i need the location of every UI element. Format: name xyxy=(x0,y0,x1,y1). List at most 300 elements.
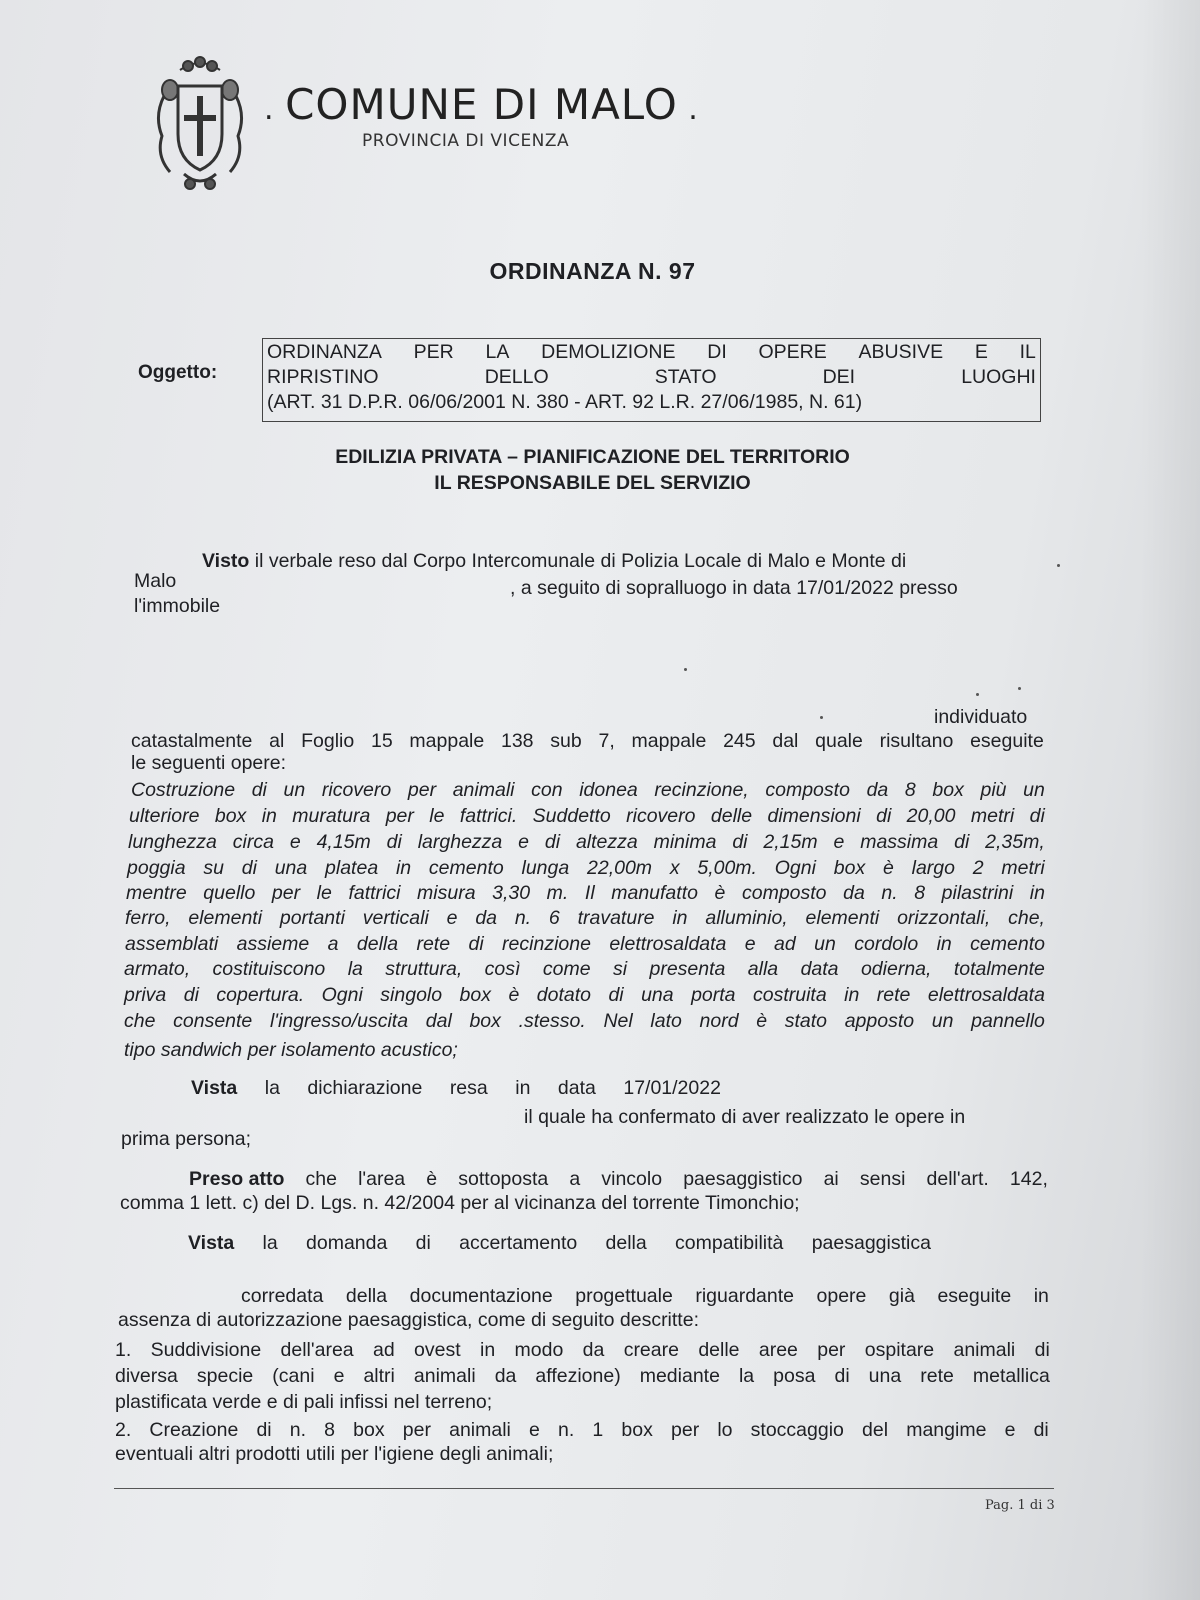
word: così xyxy=(484,958,521,980)
word: è xyxy=(426,1168,438,1190)
word: quello xyxy=(203,882,256,904)
word: è xyxy=(714,882,726,904)
word: e xyxy=(833,831,845,853)
page-shadow xyxy=(1140,0,1200,1600)
word: PER xyxy=(413,341,454,363)
word: la xyxy=(738,1365,755,1387)
word: platea xyxy=(325,857,379,879)
word: altri xyxy=(363,1365,395,1387)
word: OPERE xyxy=(758,341,827,363)
word: 6 xyxy=(548,907,560,929)
word: struttura, xyxy=(385,958,463,980)
word: ORDINANZA xyxy=(267,341,382,363)
word: elettrosaldata xyxy=(927,984,1045,1006)
word: 8 xyxy=(914,882,926,904)
word: in xyxy=(261,805,277,827)
word: ferro, xyxy=(125,907,171,929)
word: quale xyxy=(815,730,863,752)
word: 2,15m xyxy=(763,831,818,853)
word: in xyxy=(515,1077,531,1099)
word: l'area xyxy=(358,1168,406,1190)
word: totalmente xyxy=(953,958,1045,980)
word: lato xyxy=(650,1010,682,1032)
word: in xyxy=(936,933,952,955)
word: in xyxy=(1033,1285,1049,1307)
word: 138 xyxy=(500,730,534,752)
word: di xyxy=(241,857,257,879)
description-line xyxy=(131,779,1045,802)
word: box xyxy=(459,984,491,1006)
word: per xyxy=(385,805,414,827)
word: è xyxy=(508,984,520,1006)
province-name: PROVINCIA DI VICENZA xyxy=(362,131,570,151)
description-line xyxy=(127,857,1045,880)
word: fattrici xyxy=(348,882,401,904)
word: metri xyxy=(1001,857,1045,879)
word: rete xyxy=(920,1365,954,1387)
word: modo xyxy=(514,1339,564,1361)
word: di xyxy=(954,831,970,853)
word: eseguite xyxy=(937,1285,1012,1307)
responsible-heading: IL RESPONSABILE DEL SERVIZIO xyxy=(434,472,751,494)
word: 17/01/2022 xyxy=(623,1077,721,1099)
word: con xyxy=(531,779,563,801)
word: ad xyxy=(774,933,796,955)
dot-left: . xyxy=(264,92,286,127)
word: in xyxy=(1029,882,1045,904)
word: da xyxy=(582,1339,605,1361)
description-line xyxy=(126,882,1045,905)
word: consente xyxy=(173,1010,253,1032)
section-heading: EDILIZIA PRIVATA – PIANIFICAZIONE DEL TERRITORIO xyxy=(335,446,850,468)
malo-text: Malo xyxy=(134,570,177,592)
word: costruita xyxy=(752,984,827,1006)
word: Costruzione xyxy=(131,779,236,801)
word: della xyxy=(345,1285,388,1307)
word: al xyxy=(269,730,285,752)
word: massima xyxy=(860,831,939,853)
word: n. xyxy=(514,907,532,929)
assenza-text: assenza di autorizzazione paesaggistica, come di seguito descritte: xyxy=(118,1309,699,1331)
word: in xyxy=(395,857,412,879)
word: e xyxy=(446,907,458,929)
word: idonea xyxy=(579,779,638,801)
word: 1. xyxy=(115,1339,132,1361)
description-line xyxy=(124,1010,1045,1033)
word: (cani xyxy=(272,1365,315,1387)
word: travature xyxy=(577,907,655,929)
word: posa xyxy=(773,1365,816,1387)
word: DEMOLIZIONE xyxy=(541,341,676,363)
word: mappale xyxy=(409,730,485,752)
word: metri xyxy=(970,805,1015,827)
word: animali xyxy=(413,1365,476,1387)
word: paesaggistica xyxy=(811,1232,931,1254)
word: cordolo xyxy=(854,933,919,955)
word: .stesso. xyxy=(518,1010,586,1032)
word: ABUSIVE xyxy=(858,341,944,363)
word: e xyxy=(518,831,529,853)
seguenti-text: le seguenti opere: xyxy=(131,752,287,774)
word: E xyxy=(974,341,988,363)
word: 20,00 xyxy=(906,805,956,827)
word: si xyxy=(612,958,628,980)
word: ovest xyxy=(414,1339,461,1361)
word: armato, xyxy=(124,958,191,980)
word: da xyxy=(494,1365,517,1387)
word: della xyxy=(605,1232,647,1254)
speck xyxy=(684,668,687,671)
word: 22,00m xyxy=(587,857,653,879)
word: le xyxy=(429,805,445,827)
word: altezza xyxy=(575,831,638,853)
word: già xyxy=(888,1285,915,1307)
word: corredata xyxy=(241,1285,324,1307)
word: recinzione xyxy=(502,933,591,955)
municipal-crest-icon xyxy=(150,56,250,196)
footer-rule xyxy=(114,1488,1054,1489)
word: aree xyxy=(758,1339,798,1361)
vista-dichiarazione xyxy=(191,1077,721,1100)
word: rete xyxy=(876,984,911,1006)
word: 1 xyxy=(592,1419,604,1441)
word: pilastrini xyxy=(941,882,1014,904)
word: pannello xyxy=(971,1010,1045,1032)
page-number: Pag. 1 di 3 xyxy=(985,1498,1055,1513)
description-line xyxy=(129,805,1045,828)
word: box xyxy=(469,1010,501,1032)
word: mediante xyxy=(639,1365,720,1387)
word: composto xyxy=(741,882,827,904)
word: largo xyxy=(911,857,955,879)
word: manufatto xyxy=(611,882,698,904)
word: nord xyxy=(699,1010,739,1032)
word: circa xyxy=(232,831,274,853)
word: dal xyxy=(425,1010,452,1032)
word: delle xyxy=(710,805,753,827)
word: catastalmente xyxy=(131,730,253,752)
word: di xyxy=(1034,1339,1050,1361)
word: come xyxy=(542,958,591,980)
word: l'ingresso/uscita xyxy=(269,1010,409,1032)
word: singolo xyxy=(380,984,443,1006)
word: ricovero xyxy=(321,779,392,801)
word: 5,00m. xyxy=(697,857,757,879)
word: stato xyxy=(784,1010,828,1032)
word: e xyxy=(529,1419,540,1441)
word: e xyxy=(1004,1419,1016,1441)
word: in xyxy=(479,1339,496,1361)
word: di xyxy=(834,1365,850,1387)
word: DI xyxy=(707,341,727,363)
item-1-line xyxy=(115,1365,1050,1388)
word: box xyxy=(621,1419,653,1441)
subject-box xyxy=(262,338,1041,422)
word: n. xyxy=(558,1419,575,1441)
word: assieme xyxy=(236,933,310,955)
word: larghezza xyxy=(417,831,503,853)
word: un xyxy=(1023,779,1045,801)
word: box xyxy=(214,805,247,827)
word: affezione) xyxy=(535,1365,621,1387)
word: dell'area xyxy=(280,1339,354,1361)
word: compatibilità xyxy=(675,1232,784,1254)
word: Vista xyxy=(191,1077,238,1099)
word: dal xyxy=(772,730,799,752)
word: delle xyxy=(698,1339,740,1361)
word: a xyxy=(327,933,339,955)
word: 245 xyxy=(723,730,756,752)
word: risultano xyxy=(879,730,954,752)
word: animali xyxy=(449,1419,511,1441)
word: è xyxy=(756,1010,768,1032)
word: domanda xyxy=(306,1232,388,1254)
word: orizzontali, xyxy=(897,907,991,929)
word: presenta xyxy=(649,958,726,980)
word: mangime xyxy=(906,1419,987,1441)
word: rete xyxy=(416,933,451,955)
word: box xyxy=(833,857,866,879)
seguito-text: , a seguito di sopralluogo in data 17/01/2022 presso xyxy=(510,577,958,599)
word: da xyxy=(866,779,889,801)
word: documentazione xyxy=(409,1285,553,1307)
speck xyxy=(976,693,979,696)
word: recinzione, xyxy=(654,779,749,801)
word: di xyxy=(876,805,892,827)
word: di xyxy=(732,831,748,853)
word: di xyxy=(183,984,199,1006)
word: del xyxy=(862,1419,889,1441)
visto-verbale xyxy=(202,550,906,573)
subject-line-3: (ART. 31 D.P.R. 06/06/2001 N. 380 - ART. 92 L.R. 27/06/1985, N. 61) xyxy=(267,391,863,413)
word: in xyxy=(672,907,688,929)
word: in xyxy=(844,984,860,1006)
word: diversa xyxy=(115,1365,178,1387)
word: 142, xyxy=(1009,1168,1048,1190)
word: dotato xyxy=(536,984,591,1006)
ordinance-title: ORDINANZA N. 97 xyxy=(489,258,696,284)
word: 8 xyxy=(324,1419,336,1441)
catastale-line xyxy=(131,730,1044,753)
item-2-last-line: eventuali altri prodotti utili per l'igiene degli animali; xyxy=(115,1443,554,1465)
word: 2,35m, xyxy=(985,831,1045,853)
word: da xyxy=(475,907,498,929)
description-line xyxy=(125,933,1045,956)
word: animali xyxy=(953,1339,1016,1361)
word: per xyxy=(671,1419,700,1441)
word: Foglio xyxy=(301,730,355,752)
description-line xyxy=(124,958,1045,981)
word: creare xyxy=(623,1339,679,1361)
word: portanti xyxy=(279,907,345,929)
word: minima xyxy=(653,831,717,853)
word: dell'art. xyxy=(926,1168,989,1190)
word: Suddivisione xyxy=(150,1339,262,1361)
vista-domanda xyxy=(188,1232,931,1255)
visto-bold: Visto xyxy=(202,550,250,572)
word: sensi xyxy=(859,1168,906,1190)
prima-persona-text: prima persona; xyxy=(121,1128,252,1150)
corredata-line xyxy=(241,1285,1049,1308)
word: elementi xyxy=(805,907,880,929)
word: dichiarazione xyxy=(307,1077,423,1099)
word: per xyxy=(271,882,301,904)
word: ospitare xyxy=(864,1339,935,1361)
word: copertura. xyxy=(216,984,305,1006)
word: sottoposta xyxy=(458,1168,549,1190)
word: Nel xyxy=(603,1010,633,1032)
word: fattrici. xyxy=(459,805,518,827)
word: 2. xyxy=(115,1419,132,1441)
word: STATO xyxy=(654,366,717,388)
word: di xyxy=(468,933,484,955)
item-1-line xyxy=(115,1339,1050,1362)
word: riguardante xyxy=(695,1285,794,1307)
word: elementi xyxy=(188,907,263,929)
word: da xyxy=(843,882,865,904)
word: LUOGHI xyxy=(961,366,1036,388)
word: per xyxy=(402,1419,431,1441)
word: cemento xyxy=(970,933,1045,955)
word: lunghezza xyxy=(128,831,217,853)
word: assemblati xyxy=(125,933,219,955)
word: n. xyxy=(881,882,898,904)
municipality-name-text: COMUNE DI MALO xyxy=(285,80,678,129)
word: Creazione xyxy=(149,1419,239,1441)
word: dimensioni xyxy=(767,805,861,827)
speck xyxy=(820,716,823,719)
word: poggia xyxy=(127,857,186,879)
speck xyxy=(1018,687,1021,690)
visto-text: il verbale reso dal Corpo Intercomunale di Polizia Locale di Malo e Monte di xyxy=(249,550,907,572)
word: mentre xyxy=(126,882,187,904)
word: accertamento xyxy=(459,1232,578,1254)
word: opere xyxy=(816,1285,867,1307)
preso-atto-line xyxy=(189,1168,1048,1191)
word: Ogni xyxy=(321,984,363,1006)
word: vincolo xyxy=(601,1168,663,1190)
word: DELLO xyxy=(484,366,549,388)
subject-label: Oggetto: xyxy=(138,362,218,383)
word: di xyxy=(251,779,267,801)
immobile-text: l'immobile xyxy=(134,595,221,617)
word: costituiscono xyxy=(212,958,326,980)
word: 7, xyxy=(598,730,615,752)
word: Ogni xyxy=(774,857,816,879)
word: mappale xyxy=(631,730,707,752)
word: una xyxy=(641,984,674,1006)
word: odierna, xyxy=(860,958,932,980)
description-line xyxy=(124,984,1045,1007)
word: verticali xyxy=(362,907,429,929)
word: RIPRISTINO xyxy=(267,366,379,388)
word: composto xyxy=(765,779,850,801)
word: un xyxy=(814,933,836,955)
word: una xyxy=(274,857,308,879)
word: di xyxy=(1033,1419,1049,1441)
word: Preso atto xyxy=(189,1168,285,1190)
word: ricovero xyxy=(626,805,696,827)
confermato-text: il quale ha confermato di aver realizzato le opere in xyxy=(524,1106,966,1128)
word: di xyxy=(1029,805,1045,827)
word: apposto xyxy=(844,1010,915,1032)
word: una xyxy=(868,1365,902,1387)
word: un xyxy=(283,779,306,801)
word: data xyxy=(800,958,839,980)
word: 3,30 xyxy=(492,882,531,904)
word: eseguite xyxy=(970,730,1044,752)
individuato-text: individuato xyxy=(934,706,1028,728)
word: ad xyxy=(372,1339,395,1361)
word: a xyxy=(569,1168,581,1190)
word: di xyxy=(415,1232,431,1254)
word: resa xyxy=(449,1077,488,1099)
word: DEI xyxy=(822,366,856,388)
description-line xyxy=(125,907,1045,930)
word: della xyxy=(356,933,399,955)
word: la xyxy=(347,958,363,980)
word: di xyxy=(256,1419,272,1441)
speck xyxy=(1057,564,1060,567)
word: ai xyxy=(823,1168,839,1190)
word: alluminio, xyxy=(705,907,788,929)
description-line xyxy=(128,831,1045,854)
municipality-name xyxy=(264,80,699,129)
word: box xyxy=(932,779,964,801)
word: elettrosaldata xyxy=(609,933,727,955)
word: e xyxy=(289,831,301,853)
subject-line-2 xyxy=(267,365,1036,390)
word: progettuale xyxy=(575,1285,673,1307)
word: Vista xyxy=(188,1232,235,1254)
word: 2 xyxy=(972,857,984,879)
word: 15 xyxy=(370,730,393,752)
comma-text: comma 1 lett. c) del D. Lgs. n. 42/2004 per al vicinanza del torrente Timonchio; xyxy=(120,1192,800,1214)
word: per xyxy=(407,779,437,801)
word: la xyxy=(264,1077,280,1099)
word: che xyxy=(124,1010,156,1032)
word: data xyxy=(557,1077,596,1099)
description-last-line: tipo sandwich per isolamento acustico; xyxy=(124,1039,458,1061)
word: di xyxy=(544,831,561,853)
word: per xyxy=(817,1339,846,1361)
word: specie xyxy=(196,1365,254,1387)
word: le xyxy=(316,882,332,904)
word: è xyxy=(882,857,894,879)
word: animali xyxy=(452,779,515,801)
word: la xyxy=(262,1232,278,1254)
word: n. xyxy=(289,1419,307,1441)
word: 8 xyxy=(904,779,916,801)
word: priva xyxy=(124,984,167,1006)
word: stoccaggio xyxy=(750,1419,844,1441)
word: Suddetto xyxy=(532,805,611,827)
word: cemento xyxy=(428,857,504,879)
dot-right: . xyxy=(677,92,699,127)
word: di xyxy=(386,831,402,853)
word: misura xyxy=(417,882,476,904)
word: un xyxy=(931,1010,954,1032)
word: sub xyxy=(550,730,582,752)
word: che xyxy=(305,1168,337,1190)
word: alla xyxy=(747,958,779,980)
item-2-line xyxy=(115,1419,1049,1442)
word: paesaggistico xyxy=(683,1168,803,1190)
word: IL xyxy=(1019,341,1036,363)
word: che, xyxy=(1008,907,1045,929)
word: muratura xyxy=(292,805,371,827)
word: porta xyxy=(691,984,736,1006)
